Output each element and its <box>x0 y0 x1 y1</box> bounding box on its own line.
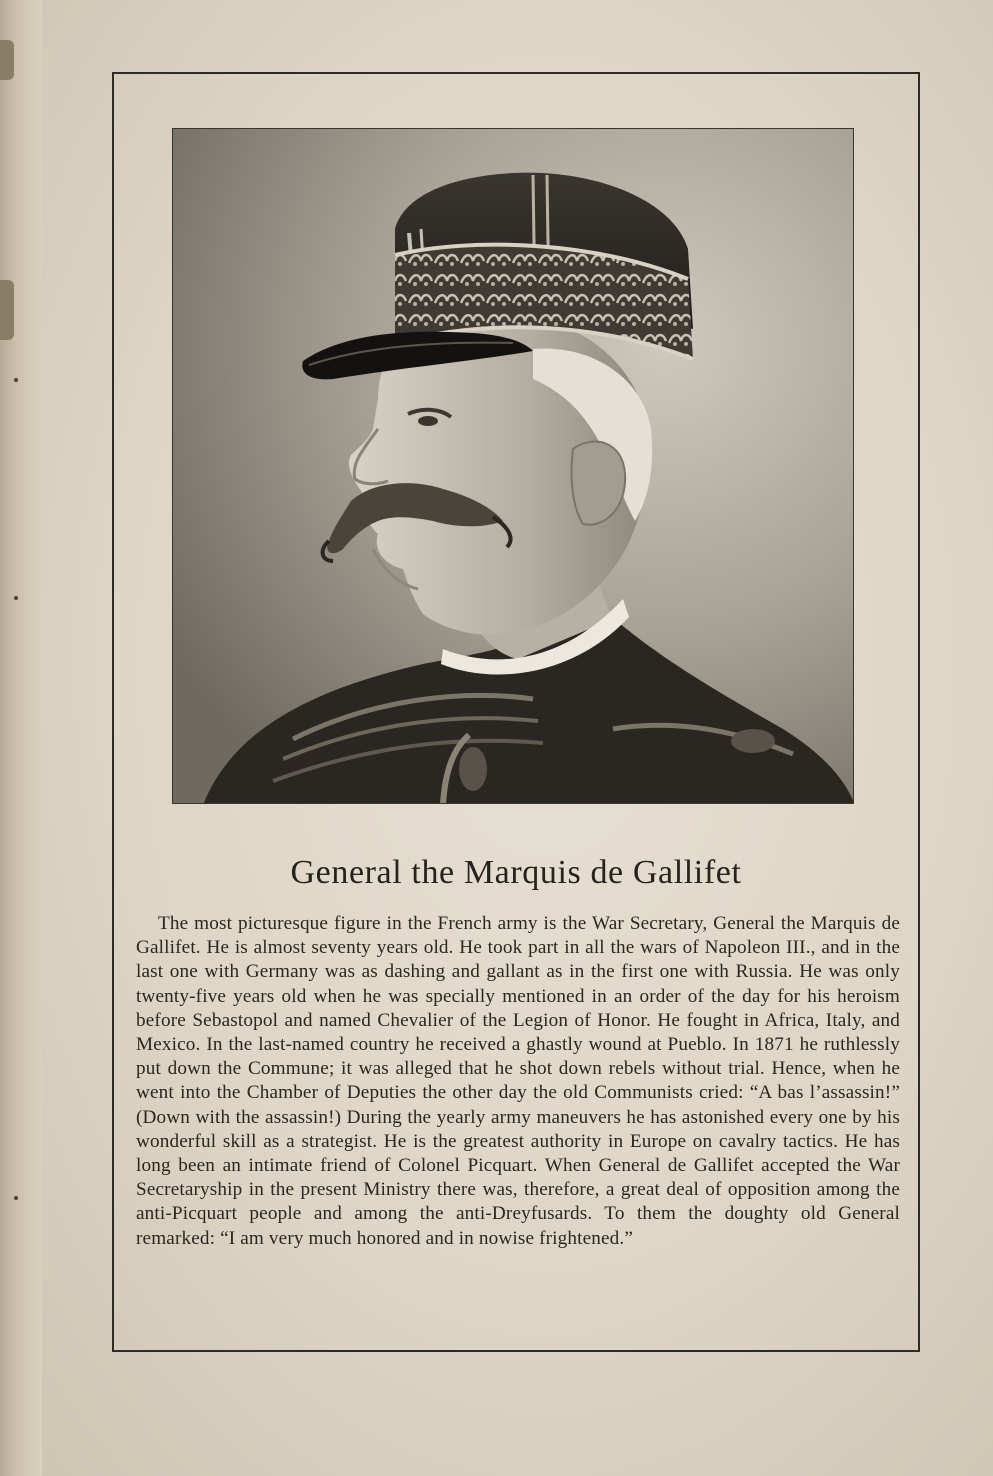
binding-stitch <box>14 378 18 382</box>
article-body: The most picturesque figure in the French army is the War Secretary, General the Marquis de Gallifet. He is almost seventy years old. He took part in all the wars of Napoleon III., and in the last one with Germany was as dashing and gallant as in the first one with Russia. He was only twenty-five years old when he was specially mentioned in an order of the day for his heroism before Sebastopol and named Chevalier of the Legion of Honor. He fought in Africa, Italy, and Mexico. In the last-named country he received a ghastly wound at Pueblo. In 1871 he ruthlessly put down the Commune; it was alleged that he shot down rebels without trial. Hence, when he went into the Chamber of Deputies the other day the old Communists cried: “A bas l’assassin!” (Down with the assassin!) During the yearly army maneuvers he has astonished every one by his wonderful skill as a strategist. He is the greatest authority in Europe on cavalry tactics. He has long been an intimate friend of Colonel Picquart. When General de Gallifet accepted the War Secretaryship in the present Ministry there was, therefore, a great deal of opposition among the anti-Picquart people and among the anti-Dreyfusards. To them the doughty old General remarked: “I am very much honored and in nowise frightened.” <box>136 913 900 1249</box>
binding-stitch <box>14 596 18 600</box>
article-title: General the Marquis de Gallifet <box>290 854 742 891</box>
binding-spine <box>0 0 42 1476</box>
binding-tear <box>0 40 14 80</box>
binding-tear <box>0 280 14 340</box>
portrait-photo <box>172 128 854 804</box>
binding-stitch <box>14 1196 18 1200</box>
